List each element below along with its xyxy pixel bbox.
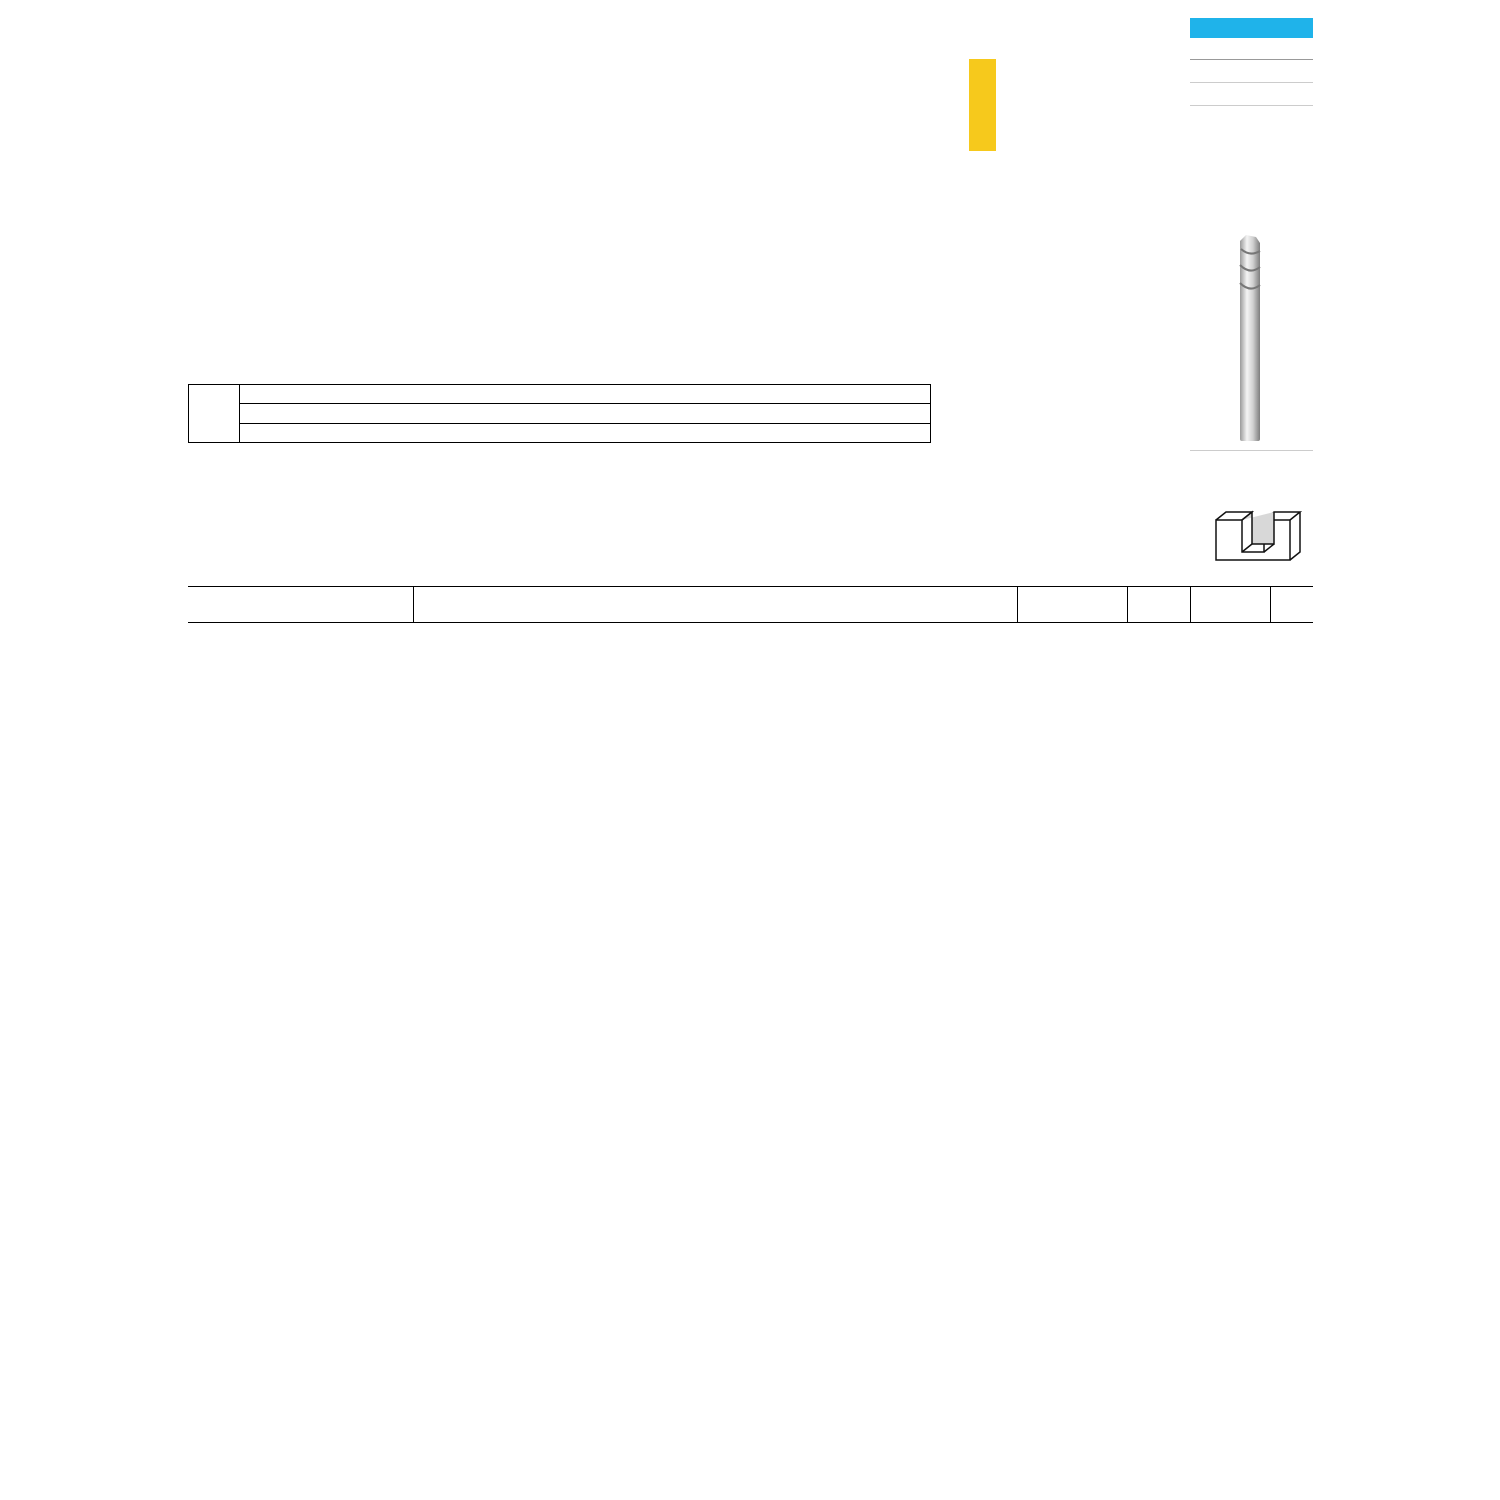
header-vr-code bbox=[1271, 587, 1313, 622]
article-code-1 bbox=[1190, 60, 1313, 83]
article-code-2 bbox=[1190, 83, 1313, 106]
vhm-label bbox=[1190, 18, 1313, 38]
ae-tool-label bbox=[1190, 450, 1313, 453]
header-hardness bbox=[1128, 587, 1191, 622]
slot-diagram bbox=[1212, 508, 1304, 562]
feed-table-title bbox=[239, 385, 931, 404]
article-code-3 bbox=[1190, 106, 1313, 128]
diameter-header bbox=[189, 385, 240, 442]
materials-header bbox=[188, 586, 1313, 623]
header-examples bbox=[414, 587, 1018, 622]
header-strength bbox=[1018, 587, 1128, 622]
header-vc bbox=[1191, 587, 1271, 622]
article-number-bar bbox=[969, 59, 996, 151]
fz-unit-label bbox=[239, 423, 931, 442]
w-label bbox=[1190, 40, 1313, 60]
end-mill-image bbox=[1236, 235, 1264, 445]
feed-code-headers bbox=[239, 403, 931, 424]
header-group bbox=[188, 587, 414, 622]
